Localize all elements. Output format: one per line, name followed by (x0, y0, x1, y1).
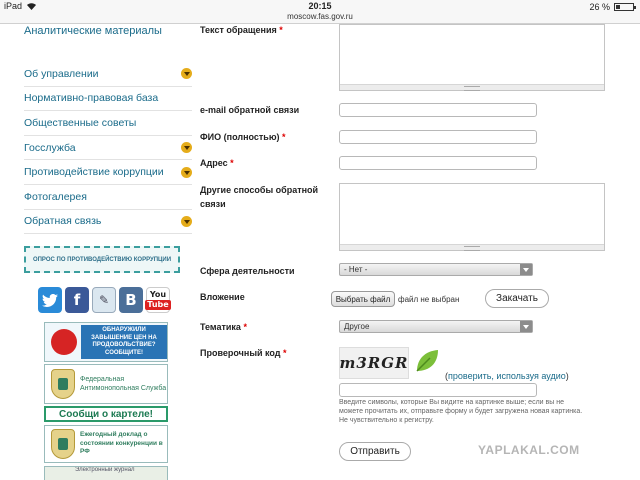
battery-fill (616, 5, 620, 9)
sidebar-item-anticorruption[interactable] (24, 160, 192, 185)
sidebar-item-label: Противодействие коррупции (24, 166, 164, 179)
banner-text: Федеральная Антимонопольная Служба (80, 375, 167, 392)
banner-text: ОБНАРУЖИЛИ ЗАВЫШЕНИЕ ЦЕН НА ПРОДОВОЛЬСТВИЕ? СООБЩИТЕ! (81, 325, 167, 359)
twitter-icon[interactable] (38, 287, 62, 313)
watermark: YAPLAKAL.COM (478, 443, 580, 457)
captcha-label (200, 348, 287, 358)
fas-banner[interactable] (44, 364, 168, 404)
other-contact-textarea[interactable] (339, 183, 605, 251)
e-journal-banner[interactable]: Электронный журнал (44, 466, 168, 480)
sidebar-item-label: Об управлении (24, 67, 99, 80)
paren-open: ( (445, 371, 448, 381)
other-contact-label-line2: связи (200, 199, 226, 209)
attachment-label: Вложение (200, 292, 245, 302)
clock: 20:15 (308, 1, 332, 11)
sphere-label: Сфера деятельности (200, 266, 295, 276)
required-mark: * (243, 322, 247, 332)
captcha-field[interactable] (339, 383, 537, 397)
other-contact-label: Другие способы обратной (200, 185, 319, 195)
banner-text: Ежегодный доклад о состоянии конкуренции в РФ (80, 431, 163, 456)
coat-of-arms-icon (51, 369, 75, 399)
sidebar-link-analytics[interactable]: Аналитические материалы (24, 25, 162, 37)
sidebar-item-about[interactable] (24, 62, 192, 87)
sidebar-item-label: Нормативно-правовая база (24, 92, 159, 105)
sidebar-item-label: Фотогалерея (24, 190, 87, 203)
email-field[interactable] (339, 103, 537, 117)
status-bar (0, 0, 640, 24)
resize-grip[interactable] (340, 244, 604, 250)
status-right (589, 2, 634, 12)
message-textarea[interactable] (339, 24, 605, 91)
chevron-down-icon[interactable] (181, 216, 192, 227)
label-text: Адрес (200, 158, 228, 168)
required-mark: * (283, 348, 287, 358)
livejournal-icon[interactable]: ✎ (92, 287, 116, 313)
battery-percent: 26 % (589, 2, 610, 12)
address-label (200, 158, 234, 168)
label-text: Тематика (200, 322, 241, 332)
cartel-report-banner[interactable]: Сообщи о картеле! (44, 406, 168, 422)
youtube-icon[interactable]: You Tube (146, 287, 170, 313)
vkontakte-icon[interactable]: B (119, 287, 143, 313)
chevron-down-icon[interactable] (181, 68, 192, 79)
required-mark: * (279, 25, 283, 35)
sidebar-item-label: Общественные советы (24, 116, 137, 129)
captcha-image: m3RGR (339, 347, 409, 379)
submit-button[interactable]: Отправить (339, 442, 411, 461)
required-mark: * (230, 158, 234, 168)
battery-icon (614, 3, 634, 11)
sphere-select-value: - Нет - (344, 265, 368, 274)
sphere-select[interactable] (339, 263, 533, 276)
sidebar-nav (24, 62, 192, 234)
chevron-down-icon (520, 321, 532, 332)
email-label: e-mail обратной связи (200, 105, 300, 115)
choose-file-button[interactable]: Выбрать файл (331, 291, 395, 307)
topic-select-value: Другое (344, 322, 370, 331)
address-bar-url[interactable]: moscow.fas.gov.ru (287, 12, 353, 21)
social-links (38, 287, 170, 313)
leaf-icon (413, 347, 441, 375)
label-text: Проверочный код (200, 348, 281, 358)
annual-report-banner[interactable] (44, 425, 168, 463)
alarm-button-icon (51, 329, 77, 355)
label-text: ФИО (полностью) (200, 132, 280, 142)
upload-button[interactable]: Закачать (485, 289, 549, 308)
sidebar-item-public-councils[interactable] (24, 111, 192, 136)
coat-of-arms-icon (51, 429, 75, 459)
sidebar-item-civil-service[interactable] (24, 136, 192, 161)
facebook-icon[interactable]: f (65, 287, 89, 313)
sidebar-item-label: Обратная связь (24, 215, 102, 228)
chevron-down-icon[interactable] (181, 167, 192, 178)
required-mark: * (282, 132, 286, 142)
sidebar-item-photo-gallery[interactable] (24, 185, 192, 210)
resize-grip[interactable] (340, 84, 604, 90)
captcha-audio-link[interactable]: проверить, используя аудио (448, 371, 566, 381)
sidebar-item-label: Госслужба (24, 141, 76, 154)
text-label (200, 25, 283, 35)
paren-close: ) (565, 371, 569, 381)
anticorruption-survey-banner[interactable]: ОПРОС ПО ПРОТИВОДЕЙСТВИЮ КОРРУПЦИИ (24, 246, 180, 273)
fio-label (200, 132, 286, 142)
sidebar-item-feedback[interactable] (24, 210, 192, 235)
topic-label (200, 322, 247, 332)
device-name: iPad (4, 1, 23, 11)
address-field[interactable] (339, 156, 537, 170)
captcha-hint: Введите символы, которые Вы видите на картинке выше; если вы не можете прочитать их, отправьте форму и будет загружена новая картинка. Не чувствительно к регистру. (339, 399, 583, 425)
price-complaint-banner[interactable] (44, 322, 168, 362)
fio-field[interactable] (339, 130, 537, 144)
chevron-down-icon[interactable] (181, 142, 192, 153)
chevron-down-icon (520, 264, 532, 275)
captcha-audio-links (445, 371, 569, 381)
label-text: Текст обращения (200, 25, 277, 35)
topic-select[interactable] (339, 320, 533, 333)
file-status: файл не выбран (398, 295, 460, 304)
sidebar-item-legal-base[interactable] (24, 87, 192, 112)
